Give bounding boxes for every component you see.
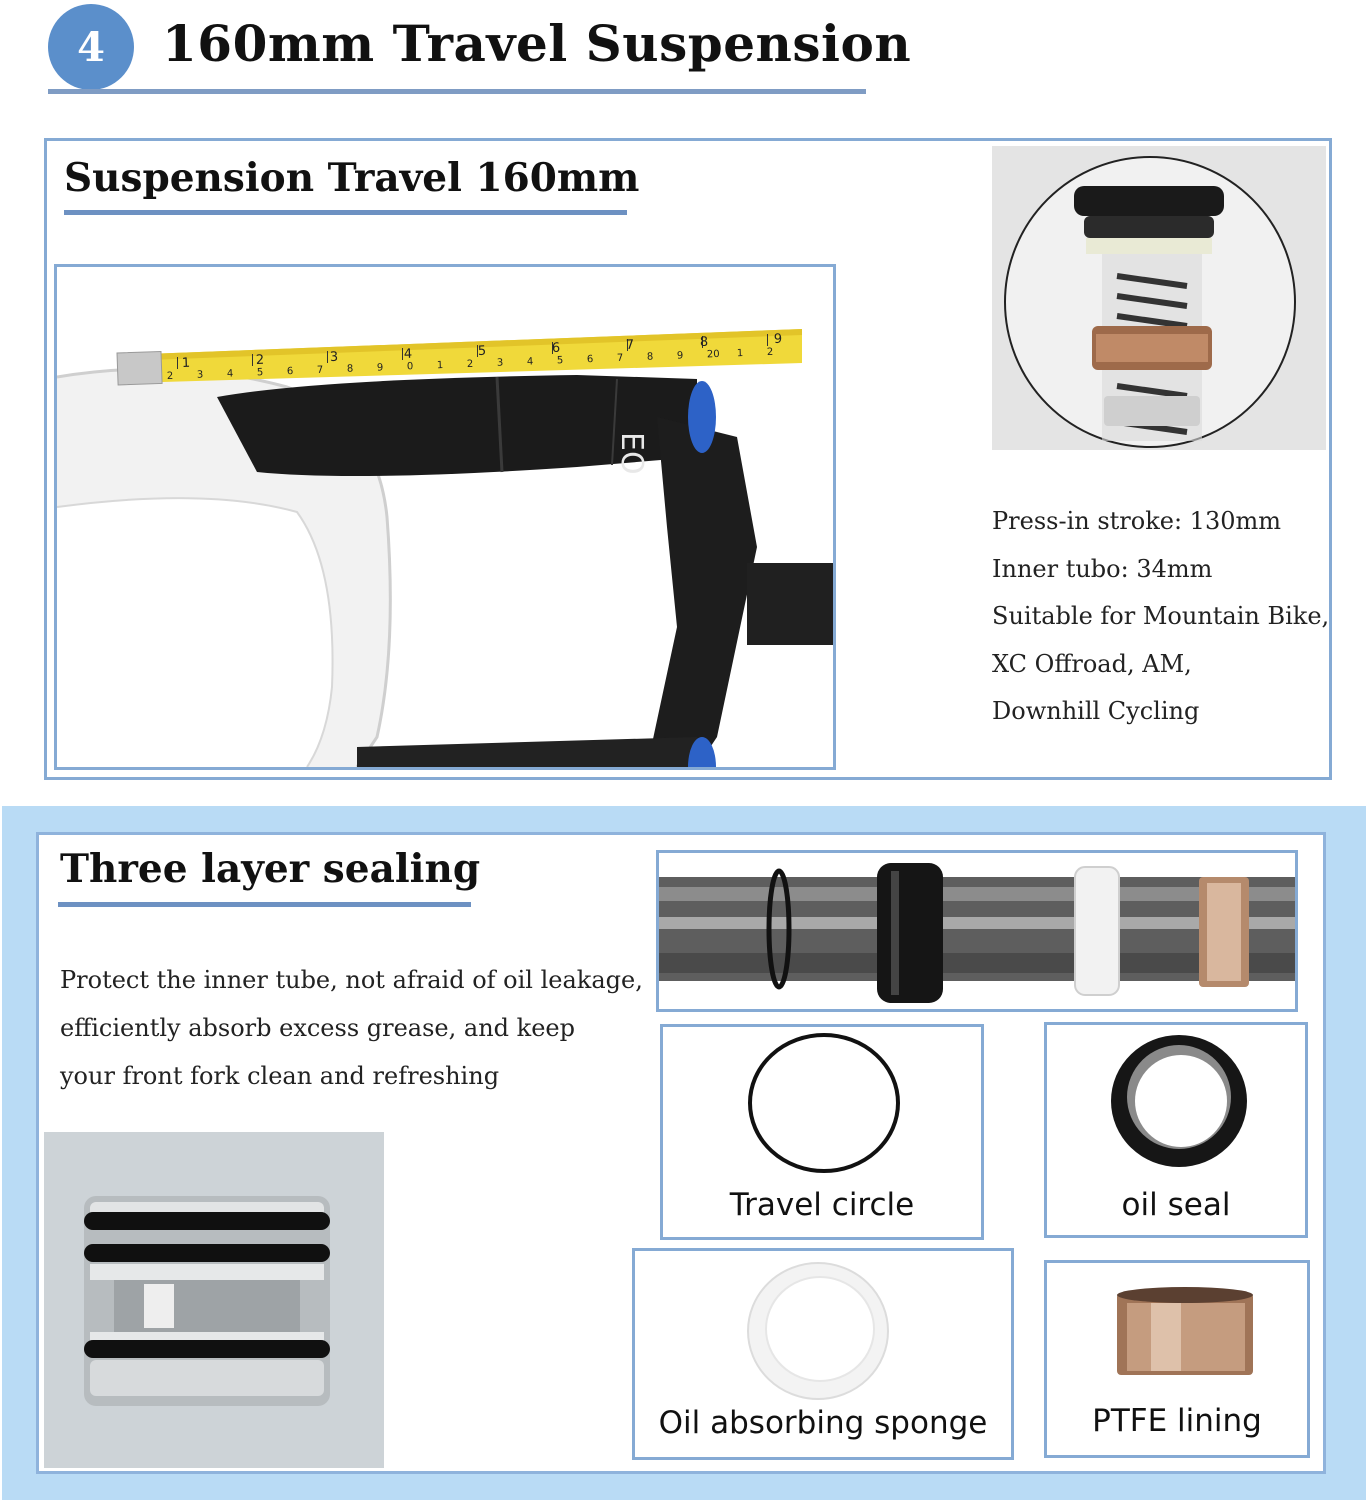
tape-number-top: 7 [625,337,635,353]
tape-number-top: 9 [773,331,783,347]
tape-number-bottom: 8 [646,351,654,363]
tape-number-bottom: 5 [556,355,564,367]
tape-number-bottom: 20 [706,348,720,361]
fork-measure-image [54,264,836,770]
tape-number-bottom: 9 [376,362,384,374]
sealing-description [60,956,643,1100]
spec-usage-2: XC Offroad, AM, [992,649,1192,678]
tape-number-bottom: 6 [286,365,294,378]
tape-number-bottom: 4 [526,356,534,368]
damper-cartridge-image [992,146,1326,450]
ptfe-bushing-icon [1113,1285,1257,1381]
tape-number-top: 1 [181,355,191,371]
tape-number-bottom: 2 [466,358,474,370]
tape-number-bottom: 1 [736,347,744,360]
title-underline [48,89,866,94]
part-label-ptfe: PTFE lining [1092,1403,1262,1439]
tube-seals-image [656,850,1298,1012]
tape-number-bottom: 5 [256,367,264,379]
svg-text:EO: EO [614,432,649,475]
part-label-travel-circle: Travel circle [729,1187,915,1223]
tape-number-bottom: 6 [586,353,594,366]
part-card-ptfe [1044,1260,1310,1458]
tape-number-top: 4 [403,346,413,362]
sealing-heading-underline [58,902,471,907]
tape-number-top: 8 [699,334,709,350]
part-card-sponge [632,1248,1014,1460]
spec-list [992,498,1329,736]
tape-number-bottom: 4 [226,368,234,380]
tape-number-top: 6 [551,340,561,356]
step-number-badge [48,4,134,90]
step-number: 4 [77,23,105,71]
tape-number-bottom: 3 [496,357,504,369]
page-title: 160mm Travel Suspension [162,14,912,73]
tube-seals-illustration [659,853,1295,1009]
travel-heading: Suspension Travel 160mm [64,155,640,201]
damper-cartridge-illustration [992,146,1326,450]
sponge-ring-icon [743,1257,893,1403]
piston-seal-image [44,1132,384,1468]
spec-stroke: Press-in stroke: 130mm [992,507,1281,535]
tape-number-bottom: 0 [406,361,414,373]
tape-number-bottom: 2 [166,370,174,382]
spec-usage-3: Downhill Cycling [992,697,1200,725]
tape-number-bottom: 1 [436,359,444,372]
tape-number-bottom: 7 [616,352,624,364]
sealing-desc-line-3: your front fork clean and refreshing [60,1062,500,1090]
tape-number-bottom: 9 [676,350,684,362]
sealing-desc-line-1: Protect the inner tube, not afraid of oil leakage, [60,966,643,994]
o-ring-icon [729,1029,919,1179]
tape-number-top: 5 [477,343,487,359]
tape-number-bottom: 7 [316,364,324,376]
tape-number-top: 3 [329,349,339,365]
spec-usage-1: Suitable for Mountain Bike, [992,602,1330,630]
oil-seal-icon [1107,1031,1251,1171]
part-label-oil-seal: oil seal [1121,1187,1231,1223]
tape-number-bottom: 2 [766,346,774,358]
part-label-sponge: Oil absorbing sponge [658,1405,988,1441]
fork-crown-illustration [57,267,833,767]
tape-number-bottom: 8 [346,363,354,375]
tape-number-top: 2 [255,352,265,368]
tape-number-bottom: 3 [196,369,204,381]
spec-inner-tube: Inner tubo: 34mm [992,554,1213,583]
sealing-desc-line-2: efficiently absorb excess grease, and keep [60,1014,575,1042]
sealing-heading: Three layer sealing [60,846,481,892]
part-card-oil-seal [1044,1022,1308,1238]
travel-heading-underline [64,210,627,215]
piston-illustration [44,1132,384,1468]
part-card-travel-circle [660,1024,984,1240]
